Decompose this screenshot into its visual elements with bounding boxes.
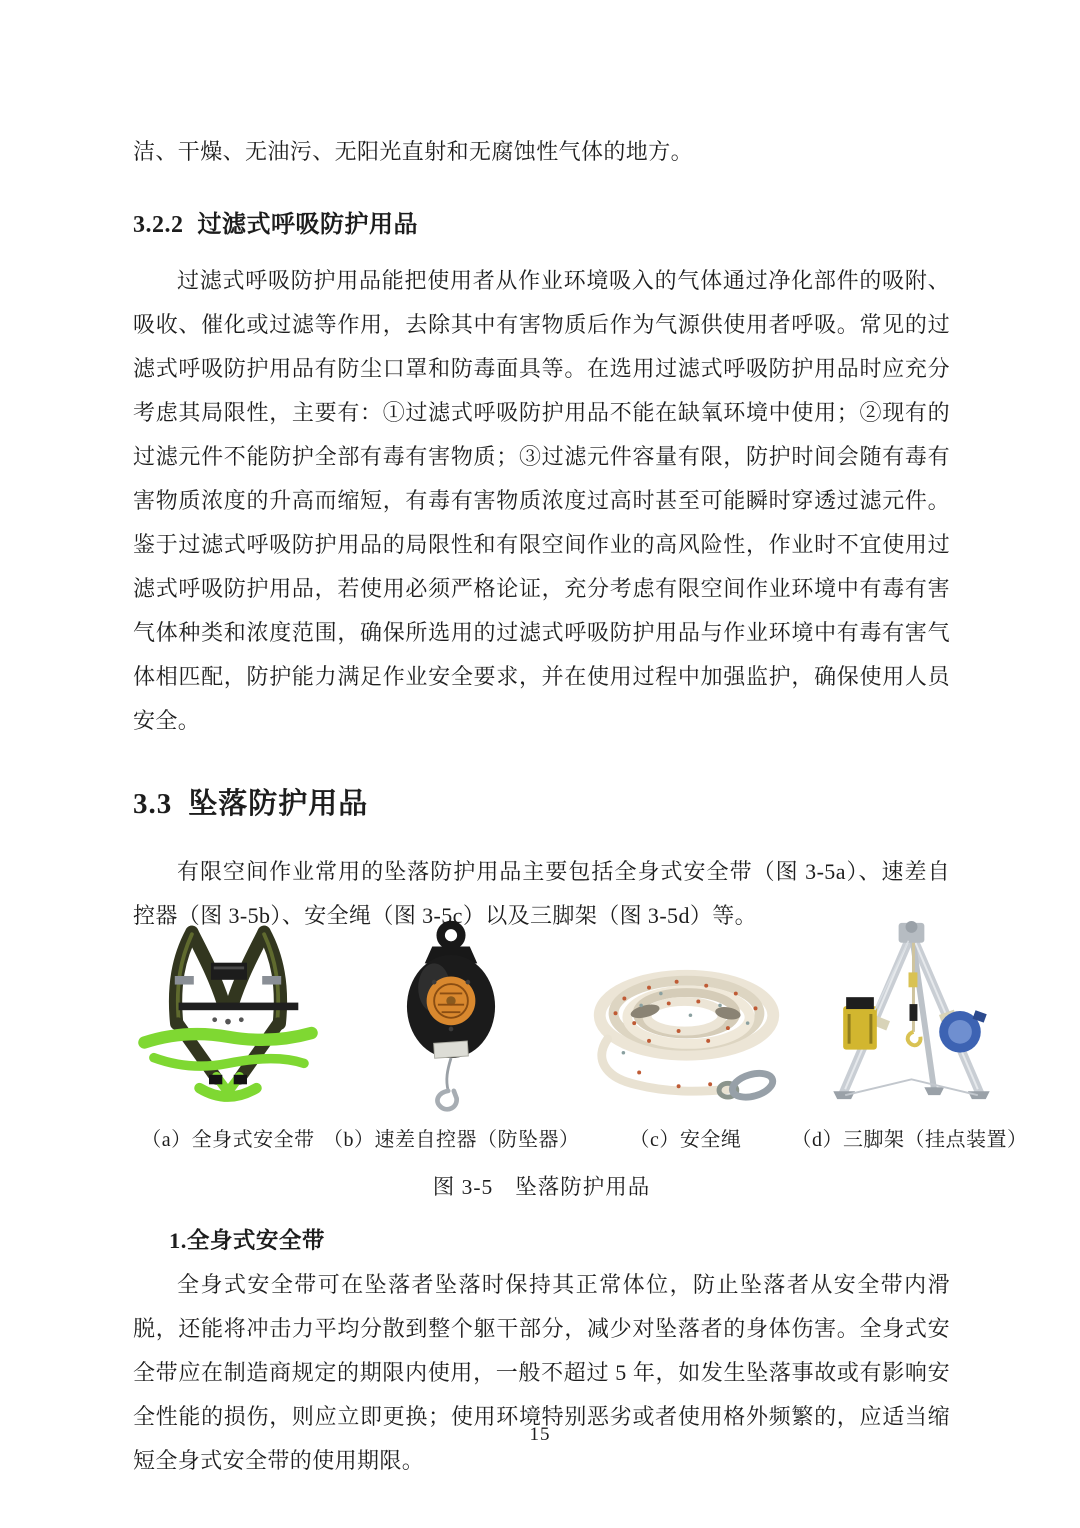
section-title: 过滤式呼吸防护用品	[197, 212, 418, 238]
section-number: 3.3	[133, 788, 173, 820]
subsection-1-heading: 1.全身式安全带	[169, 1228, 325, 1253]
figure-item-rope	[580, 953, 792, 1152]
figure-caption-label: 图 3-5	[432, 1175, 494, 1199]
section-3-3-paragraph: 有限空间作业常用的坠落防护用品主要包括全身式安全带（图 3-5a）、速差自控器（图 3-5b）、安全绳（图 3-5c）以及三脚架（图 3-5d）等。	[133, 859, 950, 928]
figure-item-caption: （d）三脚架（挂点装置）	[791, 1129, 1028, 1151]
figure-item-caption: （b）速差自控器（防坠器）	[323, 1129, 580, 1151]
self-retracting-lifeline-image	[376, 915, 526, 1113]
section-3-2-2-heading	[133, 204, 950, 239]
figure-caption-title: 坠落防护用品	[515, 1175, 651, 1199]
page-number: 15	[529, 1424, 551, 1445]
section-title: 坠落防护用品	[188, 788, 369, 820]
figure-item-caption: （c）安全绳	[629, 1129, 742, 1151]
figure-image-row	[133, 952, 1028, 1152]
section-number: 3.2.2	[133, 212, 184, 238]
figure-item-caption: （a）全身式安全带	[141, 1129, 315, 1151]
figure-item-srl	[323, 915, 580, 1152]
figure-item-harness	[133, 915, 323, 1152]
safety-rope-image	[580, 953, 792, 1113]
subsection-1-paragraph: 全身式安全带可在坠落者坠落时保持其正常体位，防止坠落者从安全带内滑脱，还能将冲击力平均分散到整个躯干部分，减少对坠落者的身体伤害。全身式安全带应在制造商规定的期限内使用，一般不超过 5 年，如发生坠落事故或有影响安全性能的损伤，则应立即更换；使用环境特别恶劣或者使用格外频繁的，应适当缩短全身式安全带的使用期限。	[133, 1272, 950, 1473]
full-body-harness-image	[133, 915, 323, 1113]
figure-caption	[133, 1170, 950, 1201]
figure-item-tripod	[792, 915, 1028, 1152]
rescue-tripod-image	[812, 915, 1008, 1113]
figure-3-5	[133, 952, 1028, 1201]
continuation-paragraph: 洁、干燥、无油污、无阳光直射和无腐蚀性气体的地方。	[133, 139, 694, 164]
section-3-3-heading	[133, 781, 950, 822]
section-3-2-2-paragraph: 过滤式呼吸防护用品能把使用者从作业环境吸入的气体通过净化部件的吸附、吸收、催化或过滤等作用，去除其中有害物质后作为气源供使用者呼吸。常见的过滤式呼吸防护用品有防尘口罩和防毒面具等。在选用过滤式呼吸防护用品时应充分考虑其局限性，主要有：①过滤式呼吸防护用品不能在缺氧环境中使用；②现有的过滤元件不能防护全部有毒有害物质；③过滤元件容量有限，防护时间会随有毒有害物质浓度的升高而缩短，有毒有害物质浓度过高时甚至可能瞬时穿透过滤元件。鉴于过滤式呼吸防护用品的局限性和有限空间作业的高风险性，作业时不宜使用过滤式呼吸防护用品，若使用必须严格论证，充分考虑有限空间作业环境中有毒有害气体种类和浓度范围，确保所选用的过滤式呼吸防护用品与作业环境中有毒有害气体相匹配，防护能力满足作业安全要求，并在使用过程中加强监护，确保使用人员安全。	[133, 268, 950, 733]
